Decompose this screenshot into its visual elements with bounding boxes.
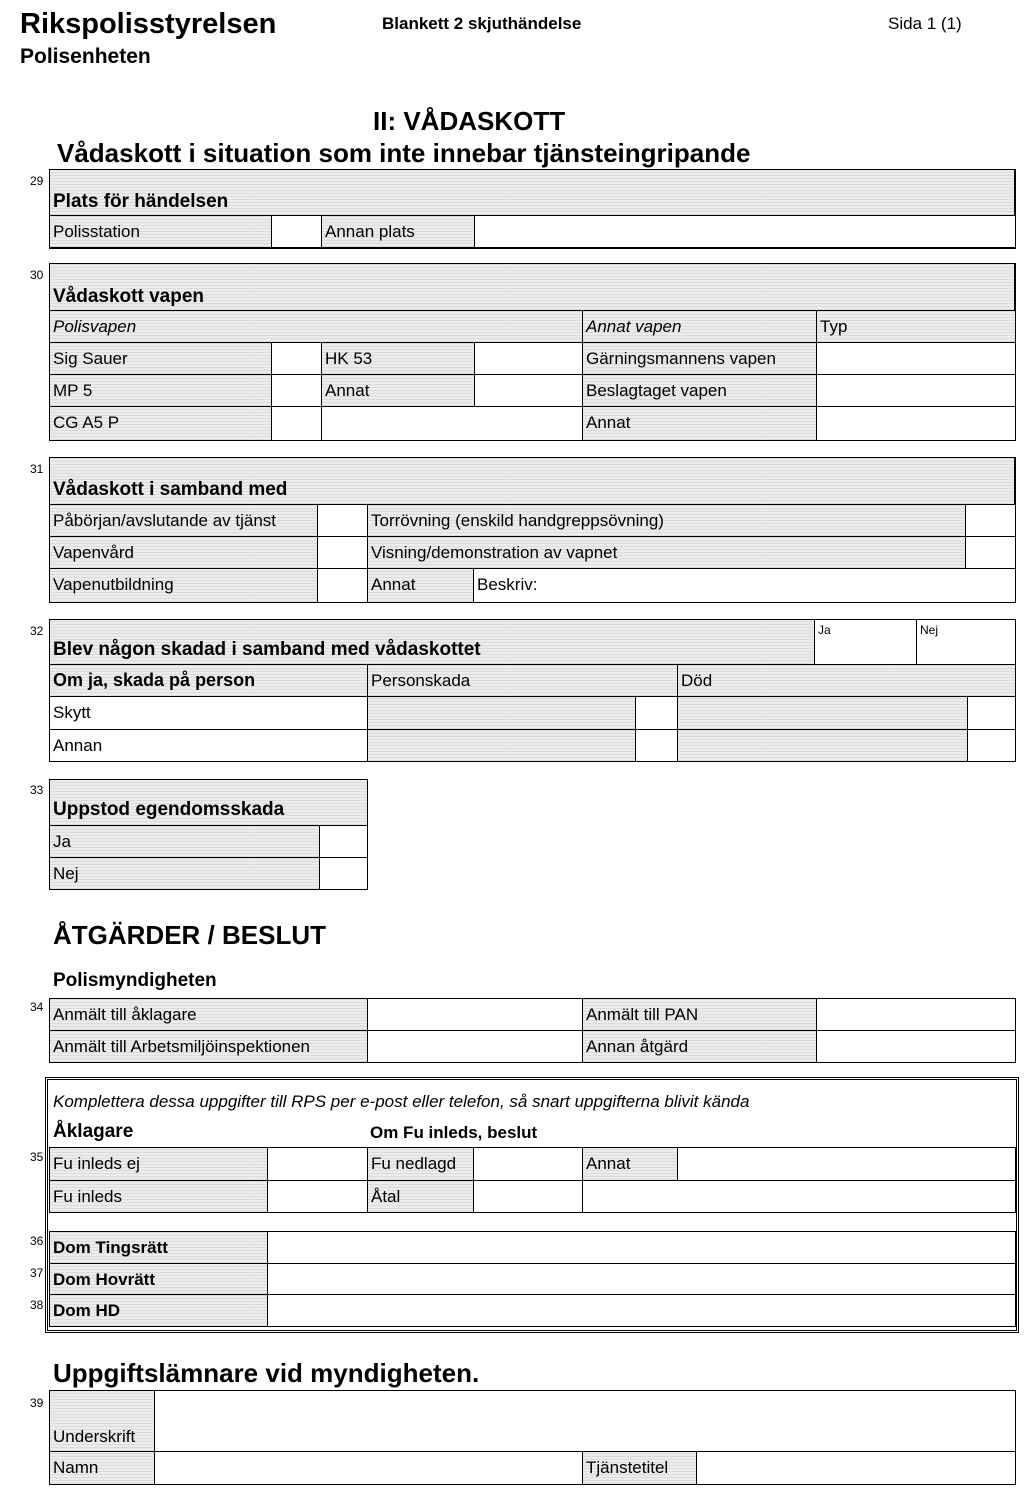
opt-atal: Åtal bbox=[368, 1181, 474, 1212]
opt-sig-sauer: Sig Sauer bbox=[50, 343, 272, 375]
opt-hk53: HK 53 bbox=[322, 343, 475, 375]
opt-beslagtaget-vapen: Beslagtaget vapen bbox=[583, 375, 817, 407]
courts-box bbox=[49, 1231, 1016, 1327]
checkbox-hk53[interactable] bbox=[475, 343, 583, 375]
q35-box bbox=[49, 1147, 1016, 1213]
unit-name: Polisenheten bbox=[20, 45, 151, 68]
q29-box bbox=[49, 169, 1016, 249]
shaded-cell bbox=[368, 730, 636, 761]
field-beskriv[interactable]: Beskriv: bbox=[474, 569, 1015, 602]
empty-cell bbox=[322, 407, 583, 440]
page-number: Sida 1 (1) bbox=[888, 14, 962, 33]
opt-polisstation: Polisstation bbox=[50, 216, 272, 248]
question-number: 30 bbox=[30, 268, 44, 282]
q30-title: Vådaskott vapen bbox=[50, 264, 1015, 311]
opt-cg-a5-p: CG A5 P bbox=[50, 407, 272, 440]
checkbox-skytt-personskada[interactable] bbox=[636, 697, 678, 730]
q29-title: Plats för händelsen bbox=[50, 170, 1015, 216]
opt-anmalt-aklagare: Anmält till åklagare bbox=[50, 999, 368, 1031]
question-number: 31 bbox=[30, 462, 44, 476]
checkbox-annan-personskada[interactable] bbox=[636, 730, 678, 761]
checkbox-mp5[interactable] bbox=[272, 375, 322, 407]
opt-vapenvard: Vapenvård bbox=[50, 537, 318, 569]
field-dom-tingsratt[interactable] bbox=[268, 1232, 1015, 1264]
checkbox-annan-dod[interactable] bbox=[968, 730, 1015, 761]
col-dod: Död bbox=[678, 665, 1015, 697]
form-name: Blankett 2 skjuthändelse bbox=[382, 14, 582, 33]
question-number: 37 bbox=[30, 1266, 44, 1280]
label-dom-hd: Dom HD bbox=[50, 1295, 268, 1326]
label-namn: Namn bbox=[50, 1452, 155, 1484]
opt-garningsmannens-vapen: Gärningsmannens vapen bbox=[583, 343, 817, 375]
checkbox-anmalt-arbetsmiljo[interactable] bbox=[368, 1031, 583, 1062]
opt-annat-polisvapen: Annat bbox=[322, 375, 475, 407]
question-number: 33 bbox=[30, 783, 44, 797]
opt-torrovning: Torrövning (enskild handgreppsövning) bbox=[368, 505, 966, 537]
actions-subtitle: Polismyndigheten bbox=[53, 970, 217, 991]
checkbox-polisstation[interactable] bbox=[272, 216, 322, 248]
checkbox-skytt-dod[interactable] bbox=[968, 697, 1015, 730]
field-dom-hd[interactable] bbox=[268, 1295, 1015, 1326]
col-annat-vapen: Annat vapen bbox=[583, 311, 817, 343]
row-annan: Annan bbox=[50, 730, 368, 761]
label-dom-tingsratt: Dom Tingsrätt bbox=[50, 1232, 268, 1264]
rps-note: Komplettera dessa uppgifter till RPS per e-post eller telefon, så snart uppgifterna blivit kända bbox=[53, 1092, 750, 1111]
label-aklagare: Åklagare bbox=[53, 1121, 134, 1142]
question-number: 38 bbox=[30, 1298, 44, 1312]
question-number: 29 bbox=[30, 174, 44, 188]
shaded-cell bbox=[368, 697, 636, 730]
checkbox-anmalt-aklagare[interactable] bbox=[368, 999, 583, 1031]
checkbox-paborjan[interactable] bbox=[318, 505, 368, 537]
col-polisvapen: Polisvapen bbox=[50, 311, 583, 343]
checkbox-fu-inleds-ej[interactable] bbox=[268, 1148, 368, 1181]
opt-vapenutbildning: Vapenutbildning bbox=[50, 569, 318, 602]
q32-box bbox=[49, 619, 1016, 762]
checkbox-torrovning[interactable] bbox=[966, 505, 1015, 537]
field-annan-plats[interactable] bbox=[475, 216, 1015, 248]
sub-skada-person: Om ja, skada på person bbox=[50, 665, 368, 697]
opt-egendom-ja: Ja bbox=[50, 826, 320, 858]
checkbox-vapenvard[interactable] bbox=[318, 537, 368, 569]
label-fu-beslut: Om Fu inleds, beslut bbox=[370, 1123, 538, 1142]
checkbox-skadad-ja[interactable]: Ja bbox=[815, 620, 917, 665]
checkbox-egendom-ja[interactable] bbox=[320, 826, 367, 858]
q39-box bbox=[49, 1390, 1016, 1485]
checkbox-visning[interactable] bbox=[966, 537, 1015, 569]
q33-box bbox=[49, 779, 368, 890]
field-dom-hovratt[interactable] bbox=[268, 1264, 1015, 1295]
label-dom-hovratt: Dom Hovrätt bbox=[50, 1264, 268, 1295]
checkbox-egendom-nej[interactable] bbox=[320, 858, 367, 889]
row-skytt: Skytt bbox=[50, 697, 368, 730]
field-typ-1[interactable] bbox=[817, 343, 1015, 375]
section-subtitle: Vådaskott i situation som inte innebar tjänsteingripande bbox=[57, 138, 751, 168]
checkbox-cg-a5-p[interactable] bbox=[272, 407, 322, 440]
opt-annan-plats: Annan plats bbox=[322, 216, 475, 248]
shaded-cell bbox=[678, 697, 968, 730]
opt-paborjan: Påbörjan/avslutande av tjänst bbox=[50, 505, 318, 537]
field-typ-2[interactable] bbox=[817, 375, 1015, 407]
checkbox-fu-inleds[interactable] bbox=[268, 1181, 368, 1212]
opt-fu-inleds: Fu inleds bbox=[50, 1181, 268, 1212]
checkbox-skadad-nej[interactable]: Nej bbox=[917, 620, 1015, 665]
col-personskada: Personskada bbox=[368, 665, 678, 697]
col-typ: Typ bbox=[817, 311, 1015, 343]
q31-box bbox=[49, 457, 1016, 603]
opt-fu-nedlagd: Fu nedlagd bbox=[368, 1148, 474, 1181]
q34-box bbox=[49, 998, 1016, 1063]
q32-title: Blev någon skadad i samband med vådaskottet bbox=[50, 620, 815, 665]
opt-mp5: MP 5 bbox=[50, 375, 272, 407]
question-number: 32 bbox=[30, 624, 44, 638]
opt-annan-atgard: Annan åtgärd bbox=[583, 1031, 817, 1062]
opt-annat-samband: Annat bbox=[368, 569, 474, 602]
q33-title: Uppstod egendomsskada bbox=[50, 780, 367, 826]
q31-title: Vådaskott i samband med bbox=[50, 458, 1015, 505]
opt-fu-inleds-ej: Fu inleds ej bbox=[50, 1148, 268, 1181]
q30-box bbox=[49, 263, 1016, 441]
question-number: 34 bbox=[30, 1000, 44, 1014]
opt-anmalt-arbetsmiljo: Anmält till Arbetsmiljöinspektionen bbox=[50, 1031, 368, 1062]
question-number: 36 bbox=[30, 1234, 44, 1248]
checkbox-annat-polisvapen[interactable] bbox=[475, 375, 583, 407]
opt-annat-beslut: Annat bbox=[583, 1148, 678, 1181]
opt-anmalt-pan: Anmält till PAN bbox=[583, 999, 817, 1031]
field-annan-atgard[interactable] bbox=[817, 1031, 1015, 1062]
label-tjanstetitel: Tjänstetitel bbox=[583, 1452, 697, 1484]
label-underskrift: Underskrift bbox=[50, 1391, 155, 1452]
question-number: 35 bbox=[30, 1150, 44, 1164]
shaded-cell bbox=[678, 730, 968, 761]
field-typ-3[interactable] bbox=[817, 407, 1015, 440]
opt-visning: Visning/demonstration av vapnet bbox=[368, 537, 966, 569]
checkbox-fu-nedlagd[interactable] bbox=[474, 1148, 583, 1181]
opt-egendom-nej: Nej bbox=[50, 858, 320, 889]
informant-title: Uppgiftslämnare vid myndigheten. bbox=[53, 1358, 480, 1388]
empty-cell bbox=[583, 1181, 1015, 1212]
checkbox-anmalt-pan[interactable] bbox=[817, 999, 1015, 1031]
actions-title: ÅTGÄRDER / BESLUT bbox=[53, 920, 326, 950]
field-tjanstetitel[interactable] bbox=[697, 1452, 1015, 1484]
field-underskrift[interactable] bbox=[155, 1391, 1015, 1452]
field-annat-beslut[interactable] bbox=[678, 1148, 1015, 1181]
org-name: Rikspolisstyrelsen bbox=[20, 8, 277, 40]
checkbox-atal[interactable] bbox=[474, 1181, 583, 1212]
checkbox-vapenutbildning[interactable] bbox=[318, 569, 368, 602]
checkbox-sig-sauer[interactable] bbox=[272, 343, 322, 375]
question-number: 39 bbox=[30, 1396, 44, 1410]
section-title: II: VÅDASKOTT bbox=[373, 106, 566, 136]
field-namn[interactable] bbox=[155, 1452, 583, 1484]
opt-annat-vapen: Annat bbox=[583, 407, 817, 440]
